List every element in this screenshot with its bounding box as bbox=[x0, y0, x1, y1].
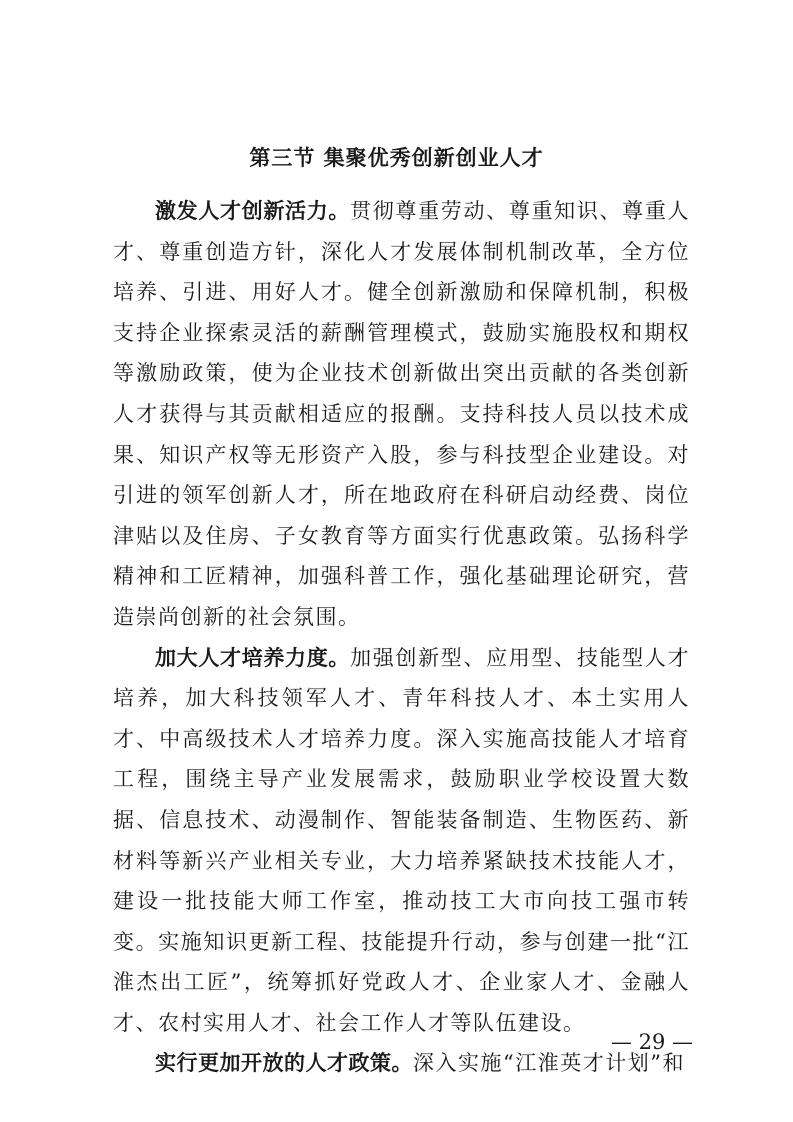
paragraph-text: 贯彻尊重劳动、尊重知识、尊重人才、尊重创造方针，深化人才发展体制机制改革，全方位培养、引进、用好人才。健全创新激励和保障机制，积极支持企业探索灵活的薪酬管理模式，鼓励实施股权和期权等激励政策，使为企业技术创新做出突出贡献的各类创新人才获得与其贡献相适应的报酬。支持科技人员以技术成果、知识产权等无形资产入股，参与科技型企业建设。对引进的领军创新人才，所在地政府在科研启动经费、岗位津贴以及住房、子女教育等方面实行优惠政策。弘扬科学精神和工匠精神，加强科普工作，强化基础理论研究，营造崇尚创新的社会氛围。 bbox=[113, 199, 691, 629]
page-number: — 29 — bbox=[610, 1030, 693, 1054]
paragraph-talent-training bbox=[113, 638, 690, 1044]
paragraph-lead: 加大人才培养力度。 bbox=[155, 645, 351, 670]
paragraph-open-talent-policy bbox=[113, 1043, 690, 1084]
document-body bbox=[113, 191, 690, 1084]
paragraph-lead: 激发人才创新活力。 bbox=[155, 199, 351, 223]
paragraph-lead: 实行更加开放的人才政策。 bbox=[155, 1051, 413, 1076]
paragraph-text: 深入实施“江淮英才计划”和 bbox=[413, 1051, 685, 1076]
paragraph-talent-innovation bbox=[113, 191, 690, 638]
paragraph-text: 加强创新型、应用型、技能型人才培养，加大科技领军人才、青年科技人才、本土实用人才、中高级技术人才培养力度。深入实施高技能人才培育工程，围绕主导产业发展需求，鼓励职业学校设置大数据、信息技术、动漫制作、智能装备制造、生物医药、新材料等新兴产业相关专业，大力培养紧缺技术技能人才，建设一批技能大师工作室，推动技工大市向技工强市转变。实施知识更新工程、技能提升行动，参与创建一批“江淮杰出工匠”，统筹抓好党政人才、企业家人才、金融人才、农村实用人才、社会工作人才等队伍建设。 bbox=[113, 645, 691, 1035]
section-title: 第三节 集聚优秀创新创业人才 bbox=[249, 146, 544, 170]
